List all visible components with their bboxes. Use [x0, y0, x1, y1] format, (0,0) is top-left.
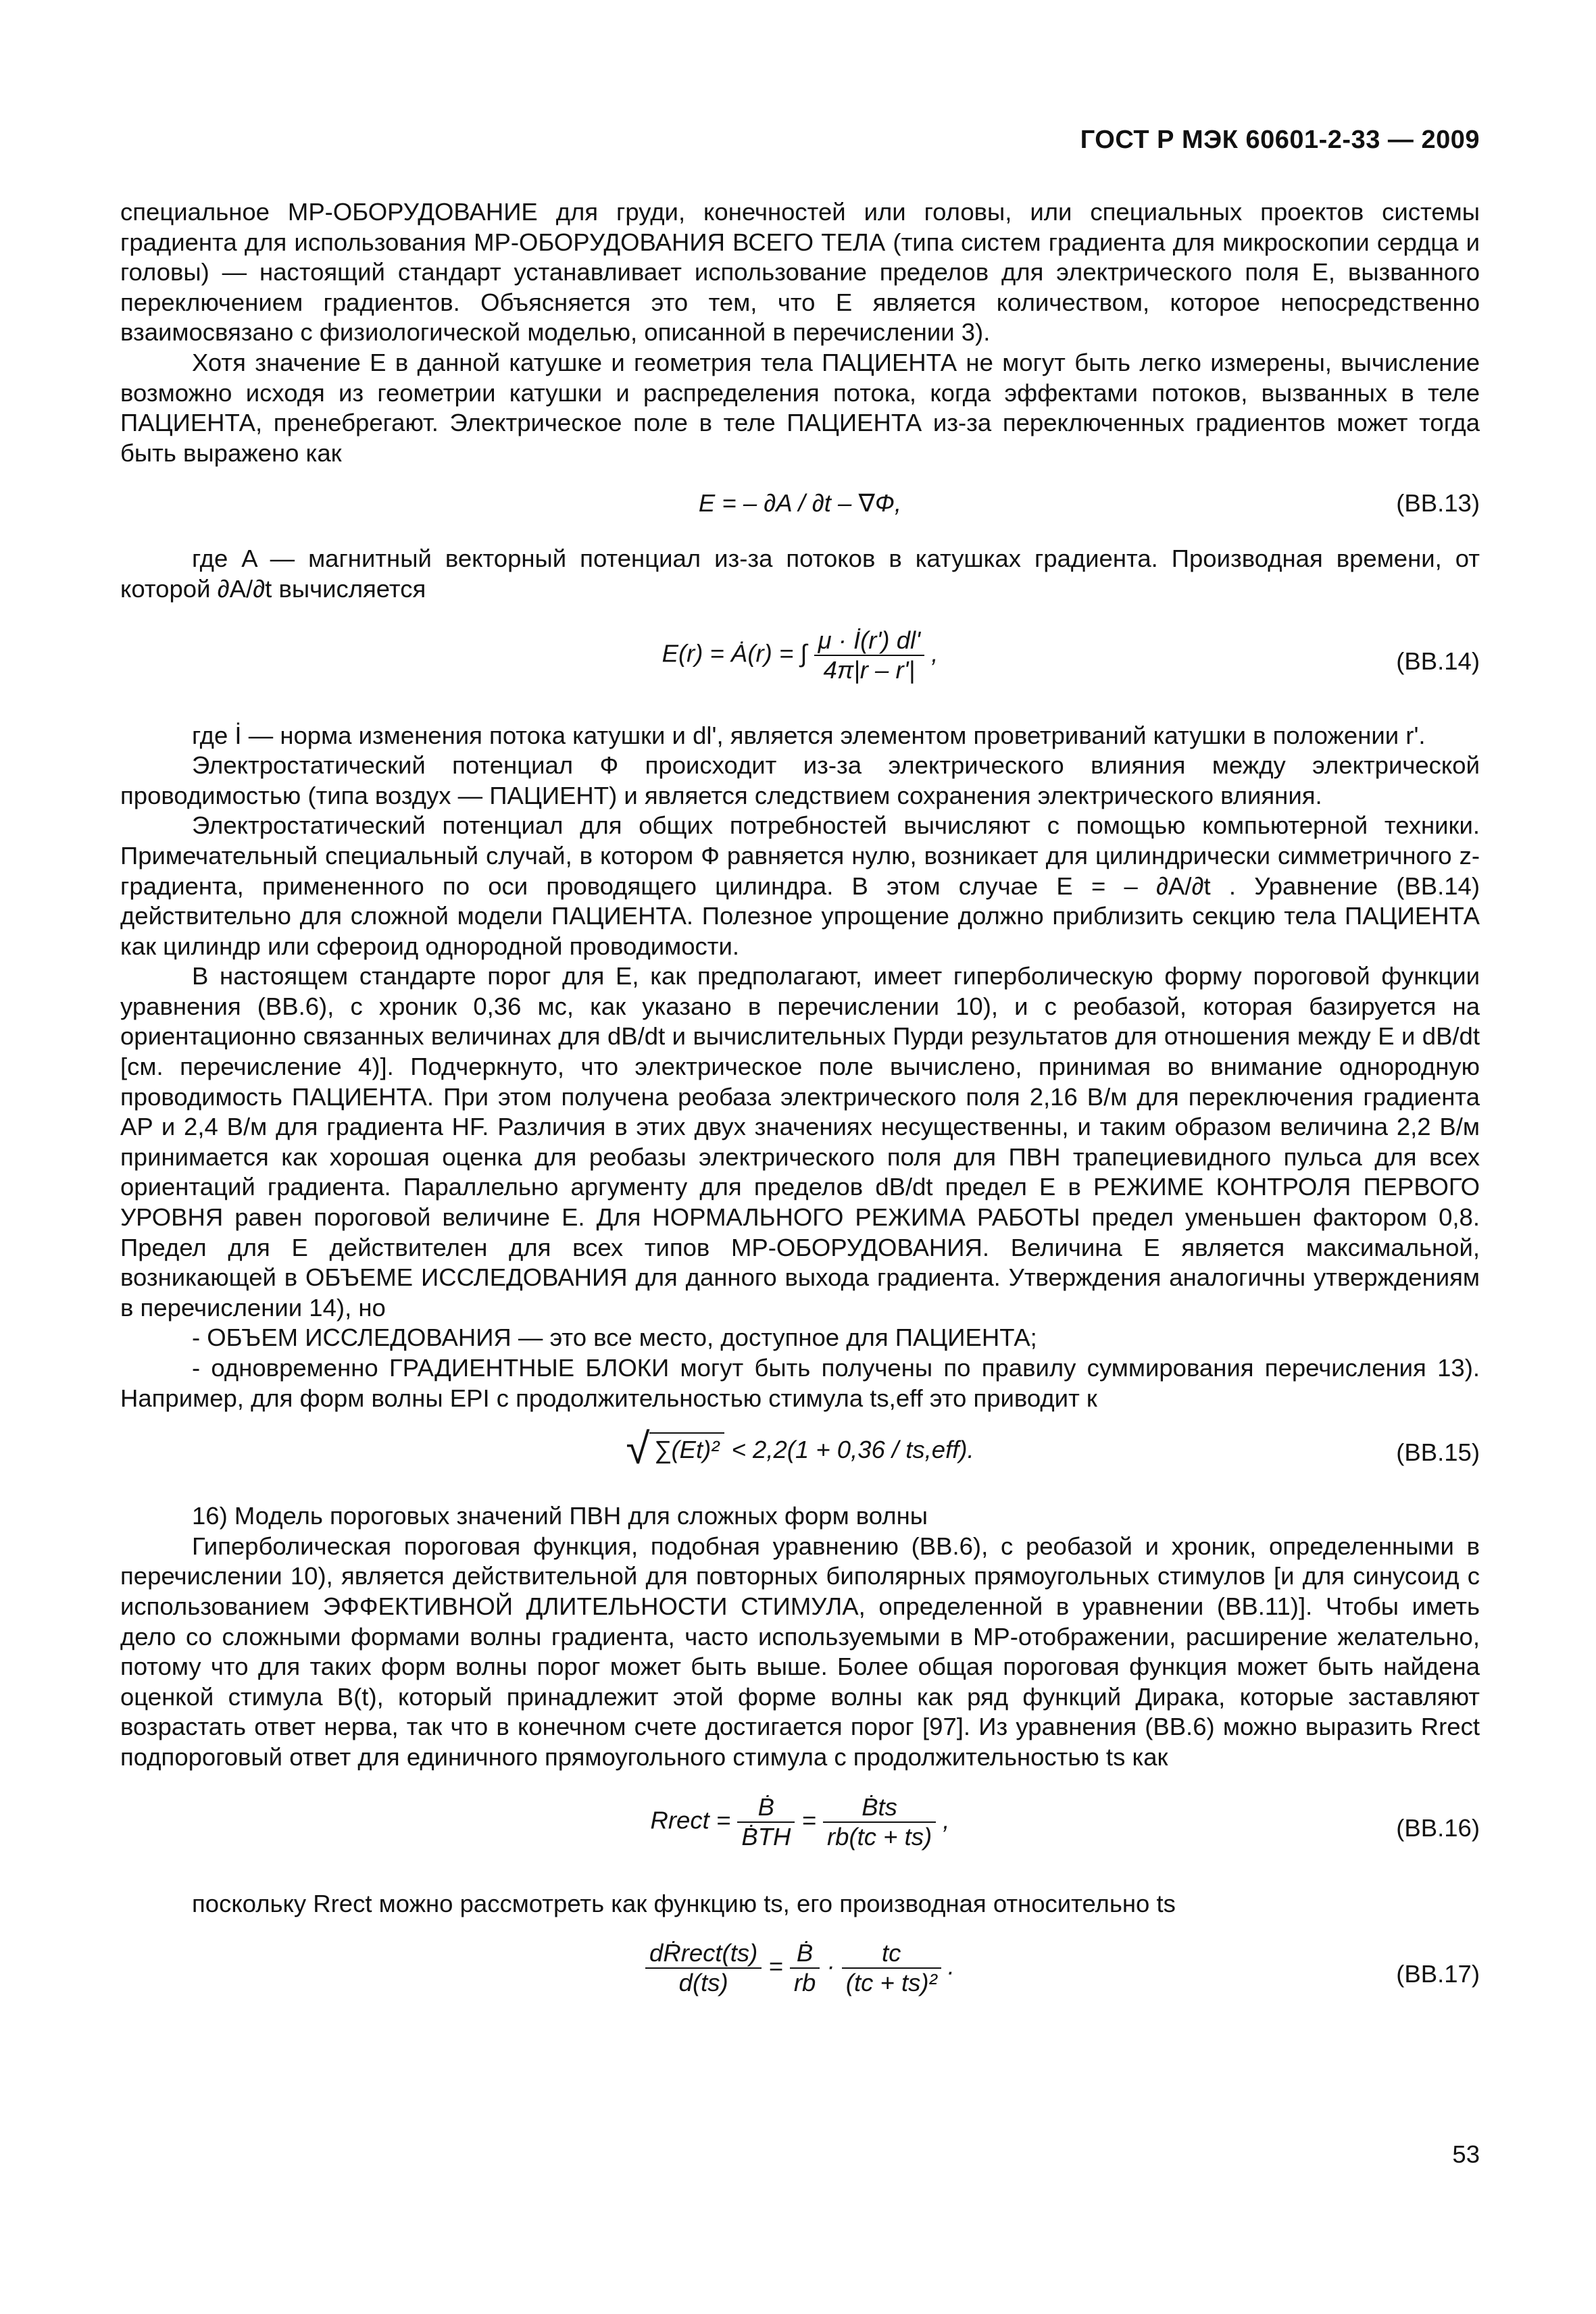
equation-formula: E = – ∂A / ∂t – ∇Ф, [698, 489, 902, 518]
paragraph: специальное МР-ОБОРУДОВАНИЕ для груди, конечностей или головы, или специальных проектов системы градиента для использования МР-ОБОРУДОВАНИЯ ВСЕГО ТЕЛА (типа систем градиента для микроскопии сердца и головы) — настоящий стандарт устанавливает использование пределов для электрического поля E, вызванного переключением градиентов. Объясняется это тем, что E является количеством, которое непосредственно взаимосвязано с физиологической моделью, описанной в перечислении 3). [120, 198, 1480, 347]
fraction [790, 1939, 820, 1997]
equation-formula [120, 1424, 1480, 1474]
equation-tail: , [943, 1806, 950, 1834]
numerator: μ · İ(r') dl' [814, 626, 925, 656]
standard-header: ГОСТ Р МЭК 60601-2-33 — 2009 [1080, 126, 1480, 154]
denominator: (tc + ts)² [845, 1969, 937, 1997]
equals-sign: = [768, 1952, 790, 1980]
paragraph: В настоящем стандарте порог для E, как предполагают, имеет гиперболическую форму пороговой функции уравнения (ВВ.6), с хроник 0,36 мс, как указано в перечислении 10), и с реобазой, которая базируется на ориентационно связанных величинах для dB/dt и вычислительных Пурди результатов для отношения между E и dB/dt [см. перечисление 4)]. Подчеркнуто, что электрическое поле вычислено, принимая во внимание однородную проводимость ПАЦИЕНТА. При этом получена реобаза электрического поля 2,16 В/м для переключения градиента AP и 2,4 В/м для градиента HF. Различия в этих двух значениях несущественны, и таким образом величина 2,2 В/м принимается как хорошая оценка для реобазы электрического поля для ПВН трапециевидного пульса для всех ориентаций градиента. Параллельно аргументу для пределов dB/dt предел E в РЕЖИМЕ КОНТРОЛЯ ПЕРВОГО УРОВНЯ равен пороговой величине E. Для НОРМАЛЬНОГО РЕЖИМА РАБОТЫ предел уменьшен фактором 0,8. Предел для E действителен для всех типов МР-ОБОРУДОВАНИЯ. Величина E является максимальной, возникающей в ОБЪЕМЕ ИССЛЕДОВАНИЯ для данного выхода градиента. Утверждения аналогичны утверждениям в перечислении 14), но [120, 962, 1480, 1322]
fraction [823, 1793, 936, 1851]
radicand: ∑(Et)² [649, 1432, 724, 1465]
paragraph: Гиперболическая пороговая функция, подобная уравнению (ВВ.6), с реобазой и хроник, определенными в перечислении 10), является действительной для повторных биполярных прямоугольных стимулов [и для синусоид с использованием ЭФФЕКТИВНОЙ ДЛИТЕЛЬНОСТИ СТИМУЛА, определенной в уравнении (ВВ.11)]. Чтобы иметь дело со сложными формами волны градиента, часто используемыми в МР-отображении, расширение желательно, потому что для таких форм волны порог может быть выше. Более общая пороговая функция может быть найдена оценкой стимула B(t), который принадлежит этой форме волны как ряд функций Дирака, которые заставляют возрастать ответ нерва, так что в конечном счете достигается порог [97]. Из уравнения (ВВ.6) можно выразить Rrect подпороговый ответ для единичного прямоугольного стимула с продолжительностью ts как [120, 1532, 1480, 1771]
radical-sign: √ [626, 1424, 650, 1474]
fraction [645, 1939, 762, 1997]
page-number: 53 [1452, 2140, 1480, 2168]
fraction [842, 1939, 941, 1997]
fraction [737, 1793, 795, 1851]
equation-bb13 [120, 483, 1480, 524]
numerator: Ḃts [823, 1793, 936, 1823]
numerator: Ḃ [737, 1793, 795, 1823]
denominator: rb [793, 1969, 816, 1997]
equation-tail: , [931, 639, 939, 668]
equation-lhs: Rrect = [650, 1806, 731, 1834]
denominator: d(ts) [678, 1969, 728, 1997]
equation-bb16 [120, 1788, 1480, 1869]
list-item: - ОБЪЕМ ИССЛЕДОВАНИЯ — это все место, доступное для ПАЦИЕНТА; [192, 1324, 1037, 1352]
document-body [120, 197, 1480, 2035]
denominator: 4π|r – r'| [823, 655, 916, 684]
denominator: ḂTH [741, 1822, 791, 1851]
section-heading: 16) Модель пороговых значений ПВН для сложных форм волны [192, 1502, 928, 1530]
list-item: - одновременно ГРАДИЕНТНЫЕ БЛОКИ могут быть получены по правилу суммирования перечисления 13). Например, для форм волны EPI с продолжительностью стимула ts,eff это приводит к [120, 1354, 1480, 1412]
paragraph: где İ — норма изменения потока катушки и dl', является элементом проветриваний катушки в положении r'. [192, 721, 1426, 749]
denominator: rb(tc + ts) [826, 1822, 932, 1851]
equation-number: (ВВ.13) [1396, 489, 1480, 518]
equation-number: (ВВ.17) [1396, 1960, 1480, 1988]
equation-lhs: E(r) = Ȧ(r) = ∫ [662, 639, 807, 668]
paragraph: Электростатический потенциал для общих потребностей вычисляют с помощью компьютерной техники. Примечательный специальный случай, в котором Ф равняется нулю, возникает для цилиндрически симметричного z-градиента, примененного по оси проводящего цилиндра. В этом случае E = – ∂A/∂t . Уравнение (ВВ.14) действительно для сложной модели ПАЦИЕНТА. Полезное упрощение должно приблизить секцию тела ПАЦИЕНТА как цилиндр или сфероид однородной проводимости. [120, 811, 1480, 960]
paragraph: Хотя значение E в данной катушке и геометрия тела ПАЦИЕНТА не могут быть легко измерены, вычисление возможно исходя из геометрии катушки и распределения потока, когда эффектами потоков, вызванных в теле ПАЦИЕНТА, пренебрегают. Электрическое поле в теле ПАЦИЕНТА из-за переключенных градиентов может тогда быть выражено как [120, 348, 1480, 467]
paragraph: где A — магнитный векторный потенциал из-за потоков в катушках градиента. Производная времени, от которой ∂A/∂t вычисляется [120, 545, 1480, 603]
numerator: dṘrect(ts) [645, 1939, 762, 1969]
fraction [814, 626, 925, 684]
equals-sign: = [801, 1806, 823, 1834]
equation-bb15 [120, 1424, 1480, 1481]
equation-tail: . [947, 1952, 955, 1980]
equation-number: (ВВ.14) [1396, 647, 1480, 675]
equation-formula [120, 1793, 1480, 1851]
paragraph: Электростатический потенциал Ф происходит из-за электрического влияния между электрической проводимостью (типа воздух — ПАЦИЕНТ) и является следствием сохранения электрического влияния. [120, 751, 1480, 809]
equation-bb14 [120, 620, 1480, 701]
equation-number: (ВВ.16) [1396, 1813, 1480, 1842]
equation-rest: < 2,2(1 + 0,36 / ts,eff). [724, 1436, 974, 1464]
equation-formula [120, 1939, 1480, 1997]
multiply-dot: · [826, 1952, 842, 1980]
equation-number: (ВВ.15) [1396, 1438, 1480, 1467]
numerator: Ḃ [790, 1939, 820, 1969]
paragraph: поскольку Rrect можно рассмотреть как функцию ts, его производная относительно ts [192, 1889, 1176, 1917]
numerator: tc [842, 1939, 941, 1969]
equation-bb17 [120, 1934, 1480, 2015]
equation-formula [120, 626, 1480, 684]
